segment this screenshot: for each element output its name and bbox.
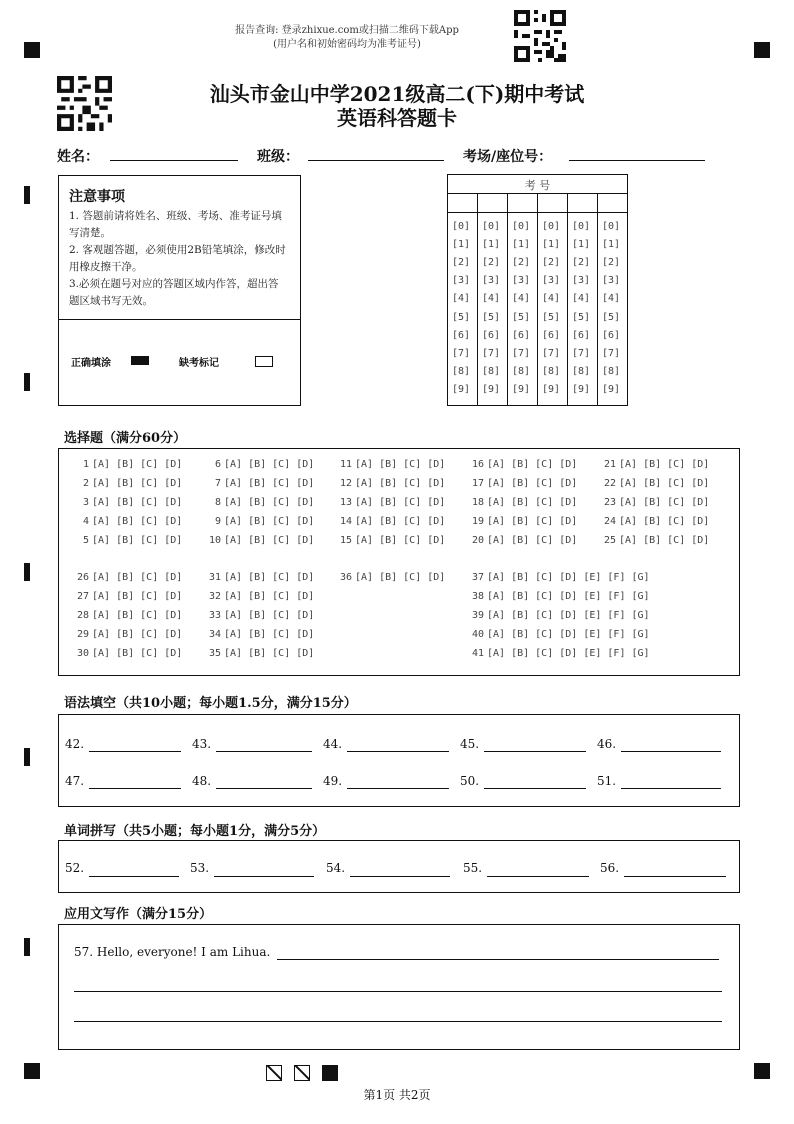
question-number: 22 — [603, 478, 616, 489]
question-number: 20 — [471, 535, 484, 546]
answer-options[interactable]: [A] [B] [C] [D] — [355, 459, 446, 470]
notice-title: 注意事项 — [69, 189, 125, 205]
exam-digit-bubble[interactable]: [3] — [512, 275, 531, 287]
exam-digit-bubble[interactable]: [7] — [602, 347, 621, 359]
question-number: 43. — [192, 737, 212, 751]
question-number: 1 — [82, 459, 89, 470]
exam-digit-bubble[interactable]: [7] — [542, 347, 561, 359]
answer-sheet-title: 英语科答题卡 — [337, 106, 457, 130]
exam-digit-bubble[interactable]: [0] — [602, 221, 621, 232]
question-number: 30 — [76, 648, 89, 659]
exam-digit-bubble[interactable]: [9] — [602, 383, 621, 395]
exam-digit-bubble[interactable]: [6] — [602, 329, 621, 341]
exam-digit-bubble[interactable]: [7] — [572, 347, 591, 359]
exam-grid-column-line — [507, 193, 508, 405]
writing-line[interactable] — [277, 959, 719, 960]
exam-digit-bubble[interactable]: [9] — [452, 383, 471, 395]
question-number: 32 — [208, 591, 221, 602]
answer-options[interactable]: [A] [B] [C] [D] — [92, 459, 183, 470]
answer-options[interactable]: [A] [B] [C] [D] [E] [F] [G] — [487, 591, 650, 602]
page-check-box-filled — [322, 1065, 338, 1081]
exam-grid-column-line — [537, 193, 538, 405]
question-number: 13 — [339, 497, 352, 508]
answer-options[interactable]: [A] [B] [C] [D] — [92, 572, 183, 583]
question-number: 10 — [208, 535, 221, 546]
report-query-note: 报告查询: 登录zhixue.com或扫描二维码下载App — [235, 25, 459, 36]
exam-digit-bubble[interactable]: [8] — [542, 365, 561, 377]
question-number: 40 — [471, 629, 484, 640]
exam-digit-bubble[interactable]: [0] — [482, 221, 501, 232]
answer-line[interactable] — [350, 876, 450, 877]
question-number: 25 — [603, 535, 616, 546]
question-number: 55. — [463, 861, 483, 875]
exam-digit-bubble[interactable]: [9] — [572, 383, 591, 395]
writing-prompt: 57. Hello, everyone! I am Lihua. — [74, 945, 271, 959]
exam-digit-bubble[interactable]: [8] — [482, 365, 501, 377]
exam-digit-bubble[interactable]: [4] — [482, 293, 501, 305]
question-number: 41 — [471, 648, 484, 659]
notice-item: 3.必须在题号对应的答题区域内作答，超出答题区域书写无效。 — [69, 278, 279, 307]
answer-options[interactable]: [A] [B] [C] [D] — [224, 459, 315, 470]
question-number: 51. — [597, 774, 617, 788]
answer-line[interactable] — [484, 751, 586, 752]
exam-digit-bubble[interactable]: [7] — [452, 347, 471, 359]
answer-options[interactable]: [A] [B] [C] [D] [E] [F] [G] — [487, 648, 650, 659]
answer-options[interactable]: [A] [B] [C] [D] — [355, 535, 446, 546]
answer-options[interactable]: [A] [B] [C] [D] — [355, 497, 446, 508]
exam-digit-bubble[interactable]: [4] — [542, 293, 561, 305]
exam-digit-bubble[interactable]: [4] — [602, 293, 621, 305]
question-number: 39 — [471, 610, 484, 621]
absent-mark-label: 缺考标记 — [179, 358, 219, 369]
exam-digit-bubble[interactable]: [6] — [572, 329, 591, 341]
answer-options[interactable]: [A] [B] [C] [D] — [92, 516, 183, 527]
corner-mark-bottom-right — [754, 1063, 770, 1079]
exam-digit-bubble[interactable]: [6] — [512, 329, 531, 341]
grammar-section-title: 语法填空（共10小题；每小题1.5分，满分15分） — [64, 696, 357, 711]
answer-options[interactable]: [A] [B] [C] [D] — [224, 572, 315, 583]
notice-box — [58, 175, 301, 406]
exam-digit-bubble[interactable]: [4] — [452, 293, 471, 305]
exam-digit-bubble[interactable]: [0] — [572, 221, 591, 232]
answer-options[interactable]: [A] [B] [C] [D] — [224, 648, 315, 659]
answer-options[interactable]: [A] [B] [C] [D] [E] [F] [G] — [487, 629, 650, 640]
question-number: 49. — [323, 774, 343, 788]
question-number: 17 — [471, 478, 484, 489]
answer-options[interactable]: [A] [B] [C] [D] — [224, 478, 315, 489]
answer-options[interactable]: [A] [B] [C] [D] — [92, 591, 183, 602]
question-number: 27 — [76, 591, 89, 602]
question-number: 12 — [339, 478, 352, 489]
exam-digit-bubble[interactable]: [6] — [542, 329, 561, 341]
answer-options[interactable]: [A] [B] [C] [D] — [92, 478, 183, 489]
choice-answer-area — [58, 448, 740, 676]
question-number: 23 — [603, 497, 616, 508]
answer-options[interactable]: [A] [B] [C] [D] — [92, 497, 183, 508]
timing-mark — [24, 748, 30, 766]
answer-options[interactable]: [A] [B] [C] [D] — [487, 497, 578, 508]
answer-line[interactable] — [621, 751, 721, 752]
answer-options[interactable]: [A] [B] [C] [D] — [355, 478, 446, 489]
question-number: 35 — [208, 648, 221, 659]
question-number: 37 — [471, 572, 484, 583]
exam-digit-bubble[interactable]: [2] — [602, 257, 621, 269]
question-number: 47. — [65, 774, 85, 788]
question-number: 24 — [603, 516, 616, 527]
answer-line[interactable] — [347, 751, 449, 752]
exam-number-title: 考 号 — [524, 179, 551, 192]
question-number: 45. — [460, 737, 480, 751]
answer-line[interactable] — [484, 788, 586, 789]
answer-line[interactable] — [89, 751, 181, 752]
page-check-box — [294, 1065, 310, 1081]
answer-options[interactable]: [A] [B] [C] [D] — [619, 497, 710, 508]
answer-options[interactable]: [A] [B] [C] [D] — [92, 610, 183, 621]
login-note: (用户名和初始密码均为准考证号) — [273, 39, 421, 50]
corner-mark-top-right — [754, 42, 770, 58]
question-number: 18 — [471, 497, 484, 508]
question-number: 14 — [339, 516, 352, 527]
writing-section-title: 应用文写作（满分15分） — [64, 907, 213, 922]
exam-digit-bubble[interactable]: [1] — [482, 239, 501, 251]
exam-digit-bubble[interactable]: [2] — [452, 257, 471, 269]
answer-options[interactable]: [A] [B] [C] [D] — [487, 459, 578, 470]
exam-digit-bubble[interactable]: [3] — [452, 275, 471, 287]
answer-options[interactable]: [A] [B] [C] [D] — [224, 497, 315, 508]
exam-digit-bubble[interactable]: [3] — [602, 275, 621, 287]
answer-line[interactable] — [347, 788, 449, 789]
exam-digit-bubble[interactable]: [2] — [542, 257, 561, 269]
exam-digit-bubble[interactable]: [0] — [512, 221, 531, 232]
answer-options[interactable]: [A] [B] [C] [D] — [355, 516, 446, 527]
page-number: 第1页 共2页 — [363, 1088, 431, 1102]
exam-digit-bubble[interactable]: [1] — [452, 239, 471, 251]
question-number: 50. — [460, 774, 480, 788]
exam-digit-bubble[interactable]: [9] — [542, 383, 561, 395]
correct-fill-sample — [131, 356, 149, 365]
question-number: 2 — [82, 478, 89, 489]
question-number: 52. — [65, 861, 85, 875]
notice-item: 2. 客观题答题，必须使用2B铅笔填涂，修改时用橡皮擦干净。 — [69, 244, 286, 273]
answer-options[interactable]: [A] [B] [C] [D] — [224, 629, 315, 640]
answer-line[interactable] — [89, 876, 179, 877]
exam-digit-bubble[interactable]: [5] — [452, 311, 471, 323]
exam-grid-column-line — [477, 193, 478, 405]
exam-title: 汕头市金山中学2021级高二(下)期中考试 — [209, 82, 585, 106]
answer-line[interactable] — [487, 876, 589, 877]
answer-options[interactable]: [A] [B] [C] [D] — [92, 648, 183, 659]
answer-options[interactable]: [A] [B] [C] [D] — [619, 459, 710, 470]
exam-digit-bubble[interactable]: [7] — [482, 347, 501, 359]
corner-mark-bottom-left — [24, 1063, 40, 1079]
exam-digit-bubble[interactable]: [9] — [482, 383, 501, 395]
exam-digit-bubble[interactable]: [4] — [512, 293, 531, 305]
seat-field[interactable] — [569, 160, 705, 161]
exam-digit-bubble[interactable]: [5] — [572, 311, 591, 323]
exam-digit-bubble[interactable]: [2] — [512, 257, 531, 269]
question-number: 26 — [76, 572, 89, 583]
question-number: 53. — [190, 861, 210, 875]
answer-options[interactable]: [A] [B] [C] [D] — [224, 591, 315, 602]
grammar-answer-area — [58, 714, 740, 807]
answer-options[interactable]: [A] [B] [C] [D] [E] [F] [G] — [487, 572, 650, 583]
question-number: 6 — [214, 459, 221, 470]
exam-digit-bubble[interactable]: [1] — [512, 239, 531, 251]
exam-digit-bubble[interactable]: [8] — [512, 365, 531, 377]
exam-digit-bubble[interactable]: [9] — [512, 383, 531, 395]
answer-options[interactable]: [A] [B] [C] [D] — [619, 516, 710, 527]
timing-mark — [24, 938, 30, 956]
question-number: 7 — [214, 478, 221, 489]
writing-line[interactable] — [74, 991, 722, 992]
exam-digit-bubble[interactable]: [0] — [452, 221, 471, 232]
class-field[interactable] — [308, 160, 444, 161]
answer-line[interactable] — [89, 788, 181, 789]
answer-options[interactable]: [A] [B] [C] [D] — [487, 478, 578, 489]
answer-options[interactable]: [A] [B] [C] [D] — [92, 629, 183, 640]
exam-digit-bubble[interactable]: [2] — [482, 257, 501, 269]
exam-grid-column-line — [567, 193, 568, 405]
notice-item: 1. 答题前请将姓名、班级、考场、准考证号填写清楚。 — [69, 210, 282, 239]
exam-digit-bubble[interactable]: [3] — [572, 275, 591, 287]
absent-mark-box[interactable] — [255, 356, 273, 367]
exam-digit-bubble[interactable]: [8] — [602, 365, 621, 377]
exam-digit-bubble[interactable]: [6] — [482, 329, 501, 341]
answer-options[interactable]: [A] [B] [C] [D] [E] [F] [G] — [487, 610, 650, 621]
question-number: 9 — [214, 516, 221, 527]
exam-digit-bubble[interactable]: [1] — [602, 239, 621, 251]
answer-options[interactable]: [A] [B] [C] [D] — [92, 535, 183, 546]
timing-mark — [24, 186, 30, 204]
spelling-answer-area — [58, 840, 740, 893]
writing-answer-area — [58, 924, 740, 1050]
answer-options[interactable]: [A] [B] [C] [D] — [487, 535, 578, 546]
answer-options[interactable]: [A] [B] [C] [D] — [224, 535, 315, 546]
correct-fill-label: 正确填涂 — [71, 358, 111, 369]
exam-digit-bubble[interactable]: [7] — [512, 347, 531, 359]
exam-digit-bubble[interactable]: [4] — [572, 293, 591, 305]
exam-digit-bubble[interactable]: [0] — [542, 221, 561, 232]
exam-digit-bubble[interactable]: [5] — [602, 311, 621, 323]
question-number: 33 — [208, 610, 221, 621]
answer-options[interactable]: [A] [B] [C] [D] — [224, 516, 315, 527]
question-number: 31 — [208, 572, 221, 583]
question-number: 34 — [208, 629, 221, 640]
exam-digit-bubble[interactable]: [8] — [572, 365, 591, 377]
timing-mark — [24, 373, 30, 391]
answer-line[interactable] — [624, 876, 726, 877]
question-number: 28 — [76, 610, 89, 621]
exam-digit-bubble[interactable]: [1] — [572, 239, 591, 251]
notice-divider — [59, 319, 300, 320]
exam-digit-bubble[interactable]: [1] — [542, 239, 561, 251]
exam-digit-bubble[interactable]: [5] — [512, 311, 531, 323]
question-number: 56. — [600, 861, 620, 875]
answer-line[interactable] — [216, 751, 312, 752]
question-number: 46. — [597, 737, 617, 751]
question-number: 3 — [82, 497, 89, 508]
exam-number-grid — [447, 174, 628, 406]
question-number: 16 — [471, 459, 484, 470]
exam-digit-bubble[interactable]: [3] — [482, 275, 501, 287]
question-number: 42. — [65, 737, 85, 751]
question-number: 15 — [339, 535, 352, 546]
name-field[interactable] — [110, 160, 238, 161]
question-number: 11 — [339, 459, 352, 470]
exam-digit-bubble[interactable]: [5] — [482, 311, 501, 323]
question-number: 29 — [76, 629, 89, 640]
question-number: 36 — [339, 572, 352, 583]
timing-mark — [24, 563, 30, 581]
choice-section-title: 选择题（满分60分） — [64, 431, 187, 446]
answer-options[interactable]: [A] [B] [C] [D] — [355, 572, 446, 583]
question-number: 8 — [214, 497, 221, 508]
answer-options[interactable]: [A] [B] [C] [D] — [619, 478, 710, 489]
question-number: 44. — [323, 737, 343, 751]
class-label: 班级： — [257, 149, 299, 165]
answer-options[interactable]: [A] [B] [C] [D] — [224, 610, 315, 621]
name-label: 姓名： — [57, 149, 99, 165]
exam-digit-bubble[interactable]: [2] — [572, 257, 591, 269]
exam-digit-bubble[interactable]: [6] — [452, 329, 471, 341]
exam-digit-bubble[interactable]: [3] — [542, 275, 561, 287]
question-number: 38 — [471, 591, 484, 602]
answer-line[interactable] — [214, 876, 314, 877]
question-number: 21 — [603, 459, 616, 470]
writing-line[interactable] — [74, 1021, 722, 1022]
answer-options[interactable]: [A] [B] [C] [D] — [619, 535, 710, 546]
question-number: 54. — [326, 861, 346, 875]
spelling-section-title: 单词拼写（共5小题；每小题1分，满分5分） — [64, 824, 326, 839]
question-number: 19 — [471, 516, 484, 527]
qr-code-icon — [514, 10, 566, 62]
question-number: 48. — [192, 774, 212, 788]
page-check-box — [266, 1065, 282, 1081]
answer-line[interactable] — [216, 788, 312, 789]
exam-digit-bubble[interactable]: [5] — [542, 311, 561, 323]
answer-line[interactable] — [621, 788, 721, 789]
exam-digit-bubble[interactable]: [8] — [452, 365, 471, 377]
seat-label: 考场/座位号： — [463, 149, 553, 165]
question-number: 5 — [82, 535, 89, 546]
question-number: 4 — [82, 516, 89, 527]
answer-options[interactable]: [A] [B] [C] [D] — [487, 516, 578, 527]
exam-grid-column-line — [597, 193, 598, 405]
